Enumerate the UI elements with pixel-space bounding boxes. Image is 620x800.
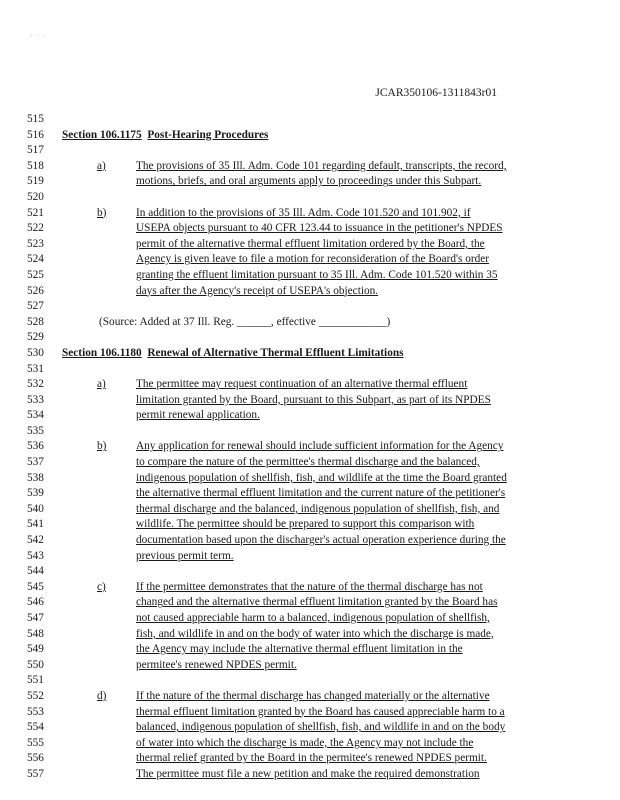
line-number: 553 <box>27 705 44 718</box>
body-text: wildlife. The permittee should be prepared to support this comparison with <box>136 518 475 531</box>
numbered-lines <box>0 112 620 783</box>
section-number: Section 106.1175 <box>62 128 142 141</box>
body-text: not caused appreciable harm to a balanced, indigenous population of shellfish, <box>136 612 490 624</box>
body-text: Agency is given leave to file a motion for reconsideration of the Board's order <box>136 253 490 266</box>
body-text: The permittee may request continuation of an alternative thermal effluent <box>136 378 468 391</box>
line-number: 551 <box>27 674 44 687</box>
line-row <box>0 689 620 705</box>
line-row <box>0 517 620 533</box>
body-text: permitee's renewed NPDES permit. <box>136 658 297 671</box>
line-number: 529 <box>27 331 44 344</box>
line-row <box>0 237 620 253</box>
body-text: previous permit term. <box>136 549 234 562</box>
body-text: of water into which the discharge is made, the Agency may not include the <box>136 736 474 749</box>
body-text: balanced, indigenous population of shellfish, fish, and wildlife in and on the body <box>136 721 506 734</box>
line-row <box>0 673 620 689</box>
line-row <box>0 642 620 658</box>
line-number: 552 <box>27 689 44 702</box>
line-number: 518 <box>27 159 44 172</box>
line-number: 524 <box>27 253 44 266</box>
line-row <box>0 128 620 144</box>
body-text: thermal effluent limitation granted by the Board has caused appreciable harm to a <box>136 705 505 718</box>
line-number: 528 <box>27 315 44 328</box>
body-text: permit renewal application. <box>136 409 260 422</box>
body-text: permit of the alternative thermal effluent limitation ordered by the Board, the <box>136 237 485 250</box>
line-number: 549 <box>27 643 44 656</box>
body-text: days after the Agency's receipt of USEPA's objection. <box>136 284 379 297</box>
document-id: JCAR350106-1311843r01 <box>375 87 497 99</box>
line-row <box>0 564 620 580</box>
line-number: 519 <box>27 175 44 188</box>
line-row <box>0 284 620 300</box>
body-text: If the permittee demonstrates that the nature of the thermal discharge has not <box>136 580 483 593</box>
line-row <box>0 112 620 128</box>
body-text: indigenous population of shellfish, fish, and wildlife at the time the Board granted <box>136 471 507 484</box>
line-number: 527 <box>27 300 44 313</box>
line-number: 548 <box>27 627 44 640</box>
line-number: 550 <box>27 658 44 671</box>
section-title: Post-Hearing Procedures <box>147 128 269 141</box>
body-text: the Agency may include the alternative thermal effluent limitation in the <box>136 643 463 656</box>
body-text: limitation granted by the Board, pursuant to this Subpart, as part of its NPDES <box>136 393 491 406</box>
line-number: 531 <box>27 362 44 375</box>
line-number: 544 <box>27 565 44 578</box>
line-number: 526 <box>27 284 44 297</box>
body-text: The permittee must file a new petition and make the required demonstration <box>136 767 480 780</box>
line-row <box>0 362 620 378</box>
subsection-label: d) <box>97 689 107 702</box>
line-row <box>0 408 620 424</box>
line-row <box>0 206 620 222</box>
line-row <box>0 455 620 471</box>
body-text: the alternative thermal effluent limitation and the current nature of the petitioner's <box>136 487 506 500</box>
line-row <box>0 143 620 159</box>
line-row <box>0 611 620 627</box>
line-number: 521 <box>27 206 44 219</box>
line-row <box>0 627 620 643</box>
line-number: 522 <box>27 222 44 235</box>
line-row <box>0 252 620 268</box>
line-row <box>0 549 620 565</box>
subsection-label: b) <box>97 440 107 453</box>
body-text: granting the effluent limitation pursuant to 35 Ill. Adm. Code 101.520 within 35 <box>136 268 498 281</box>
line-number: 517 <box>27 144 44 157</box>
section-heading <box>62 346 404 362</box>
line-number: 543 <box>27 549 44 562</box>
section-number: Section 106.1180 <box>62 346 142 359</box>
body-text: In addition to the provisions of 35 Ill. Adm. Code 101.520 and 101.902, if <box>136 206 471 219</box>
line-row <box>0 580 620 596</box>
line-number: 534 <box>27 409 44 422</box>
body-text: thermal discharge and the balanced, indigenous population of shellfish, fish, and <box>136 502 500 515</box>
line-row <box>0 486 620 502</box>
body-text: USEPA objects pursuant to 40 CFR 123.44 to issuance in the petitioner's NPDES <box>136 222 503 235</box>
line-row <box>0 720 620 736</box>
line-number: 542 <box>27 534 44 547</box>
line-row <box>0 346 620 362</box>
line-row <box>0 330 620 346</box>
line-number: 540 <box>27 502 44 515</box>
source-note: (Source: Added at 37 Ill. Reg. ______, effective ____________) <box>99 315 391 328</box>
body-text: The provisions of 35 Ill. Adm. Code 101 regarding default, transcripts, the record, <box>136 159 507 172</box>
line-row <box>0 377 620 393</box>
line-number: 536 <box>27 440 44 453</box>
line-row <box>0 439 620 455</box>
line-row <box>0 658 620 674</box>
line-row <box>0 315 620 331</box>
line-row <box>0 751 620 767</box>
line-number: 537 <box>27 456 44 469</box>
line-number: 554 <box>27 721 44 734</box>
line-row <box>0 424 620 440</box>
line-row <box>0 174 620 190</box>
line-row <box>0 705 620 721</box>
section-heading <box>62 128 268 144</box>
line-number: 539 <box>27 487 44 500</box>
line-number: 538 <box>27 471 44 484</box>
line-row <box>0 268 620 284</box>
body-text: If the nature of the thermal discharge has changed materially or the alternative <box>136 689 490 702</box>
line-number: 525 <box>27 268 44 281</box>
line-row <box>0 221 620 237</box>
line-row <box>0 767 620 783</box>
line-row <box>0 595 620 611</box>
body-text: documentation based upon the discharger's actual operation experience during the <box>136 534 506 547</box>
line-row <box>0 736 620 752</box>
line-number: 515 <box>27 113 44 125</box>
line-row <box>0 190 620 206</box>
line-number: 535 <box>27 424 44 437</box>
line-number: 547 <box>27 612 44 624</box>
body-text: motions, briefs, and oral arguments apply to proceedings under this Subpart. <box>136 175 482 188</box>
subsection-label: a) <box>97 159 106 172</box>
scan-mark: · · · <box>30 32 46 40</box>
subsection-label: a) <box>97 378 106 391</box>
line-row <box>0 393 620 409</box>
line-number: 556 <box>27 752 44 765</box>
body-text: changed and the alternative thermal effluent limitation granted by the Board has <box>136 596 498 609</box>
line-row <box>0 533 620 549</box>
line-row <box>0 159 620 175</box>
line-number: 516 <box>27 128 44 141</box>
line-number: 530 <box>27 346 44 359</box>
line-number: 546 <box>27 596 44 609</box>
subsection-label: b) <box>97 206 107 219</box>
line-number: 541 <box>27 518 44 531</box>
line-row <box>0 299 620 315</box>
line-row <box>0 471 620 487</box>
section-title: Renewal of Alternative Thermal Effluent Limitations <box>147 346 404 359</box>
line-number: 532 <box>27 378 44 391</box>
subsection-label: c) <box>97 580 106 593</box>
body-text: to compare the nature of the permittee's thermal discharge and the balanced, <box>136 456 480 469</box>
body-text: fish, and wildlife in and on the body of water into which the discharge is made, <box>136 627 494 640</box>
line-number: 545 <box>27 580 44 593</box>
line-number: 555 <box>27 736 44 749</box>
line-number: 523 <box>27 237 44 250</box>
body-text: Any application for renewal should include sufficient information for the Agency <box>136 440 504 453</box>
line-number: 520 <box>27 190 44 203</box>
body-text: thermal relief granted by the Board in the permitee's renewed NPDES permit. <box>136 752 487 765</box>
line-number: 557 <box>27 767 44 780</box>
line-number: 533 <box>27 393 44 406</box>
line-row <box>0 502 620 518</box>
